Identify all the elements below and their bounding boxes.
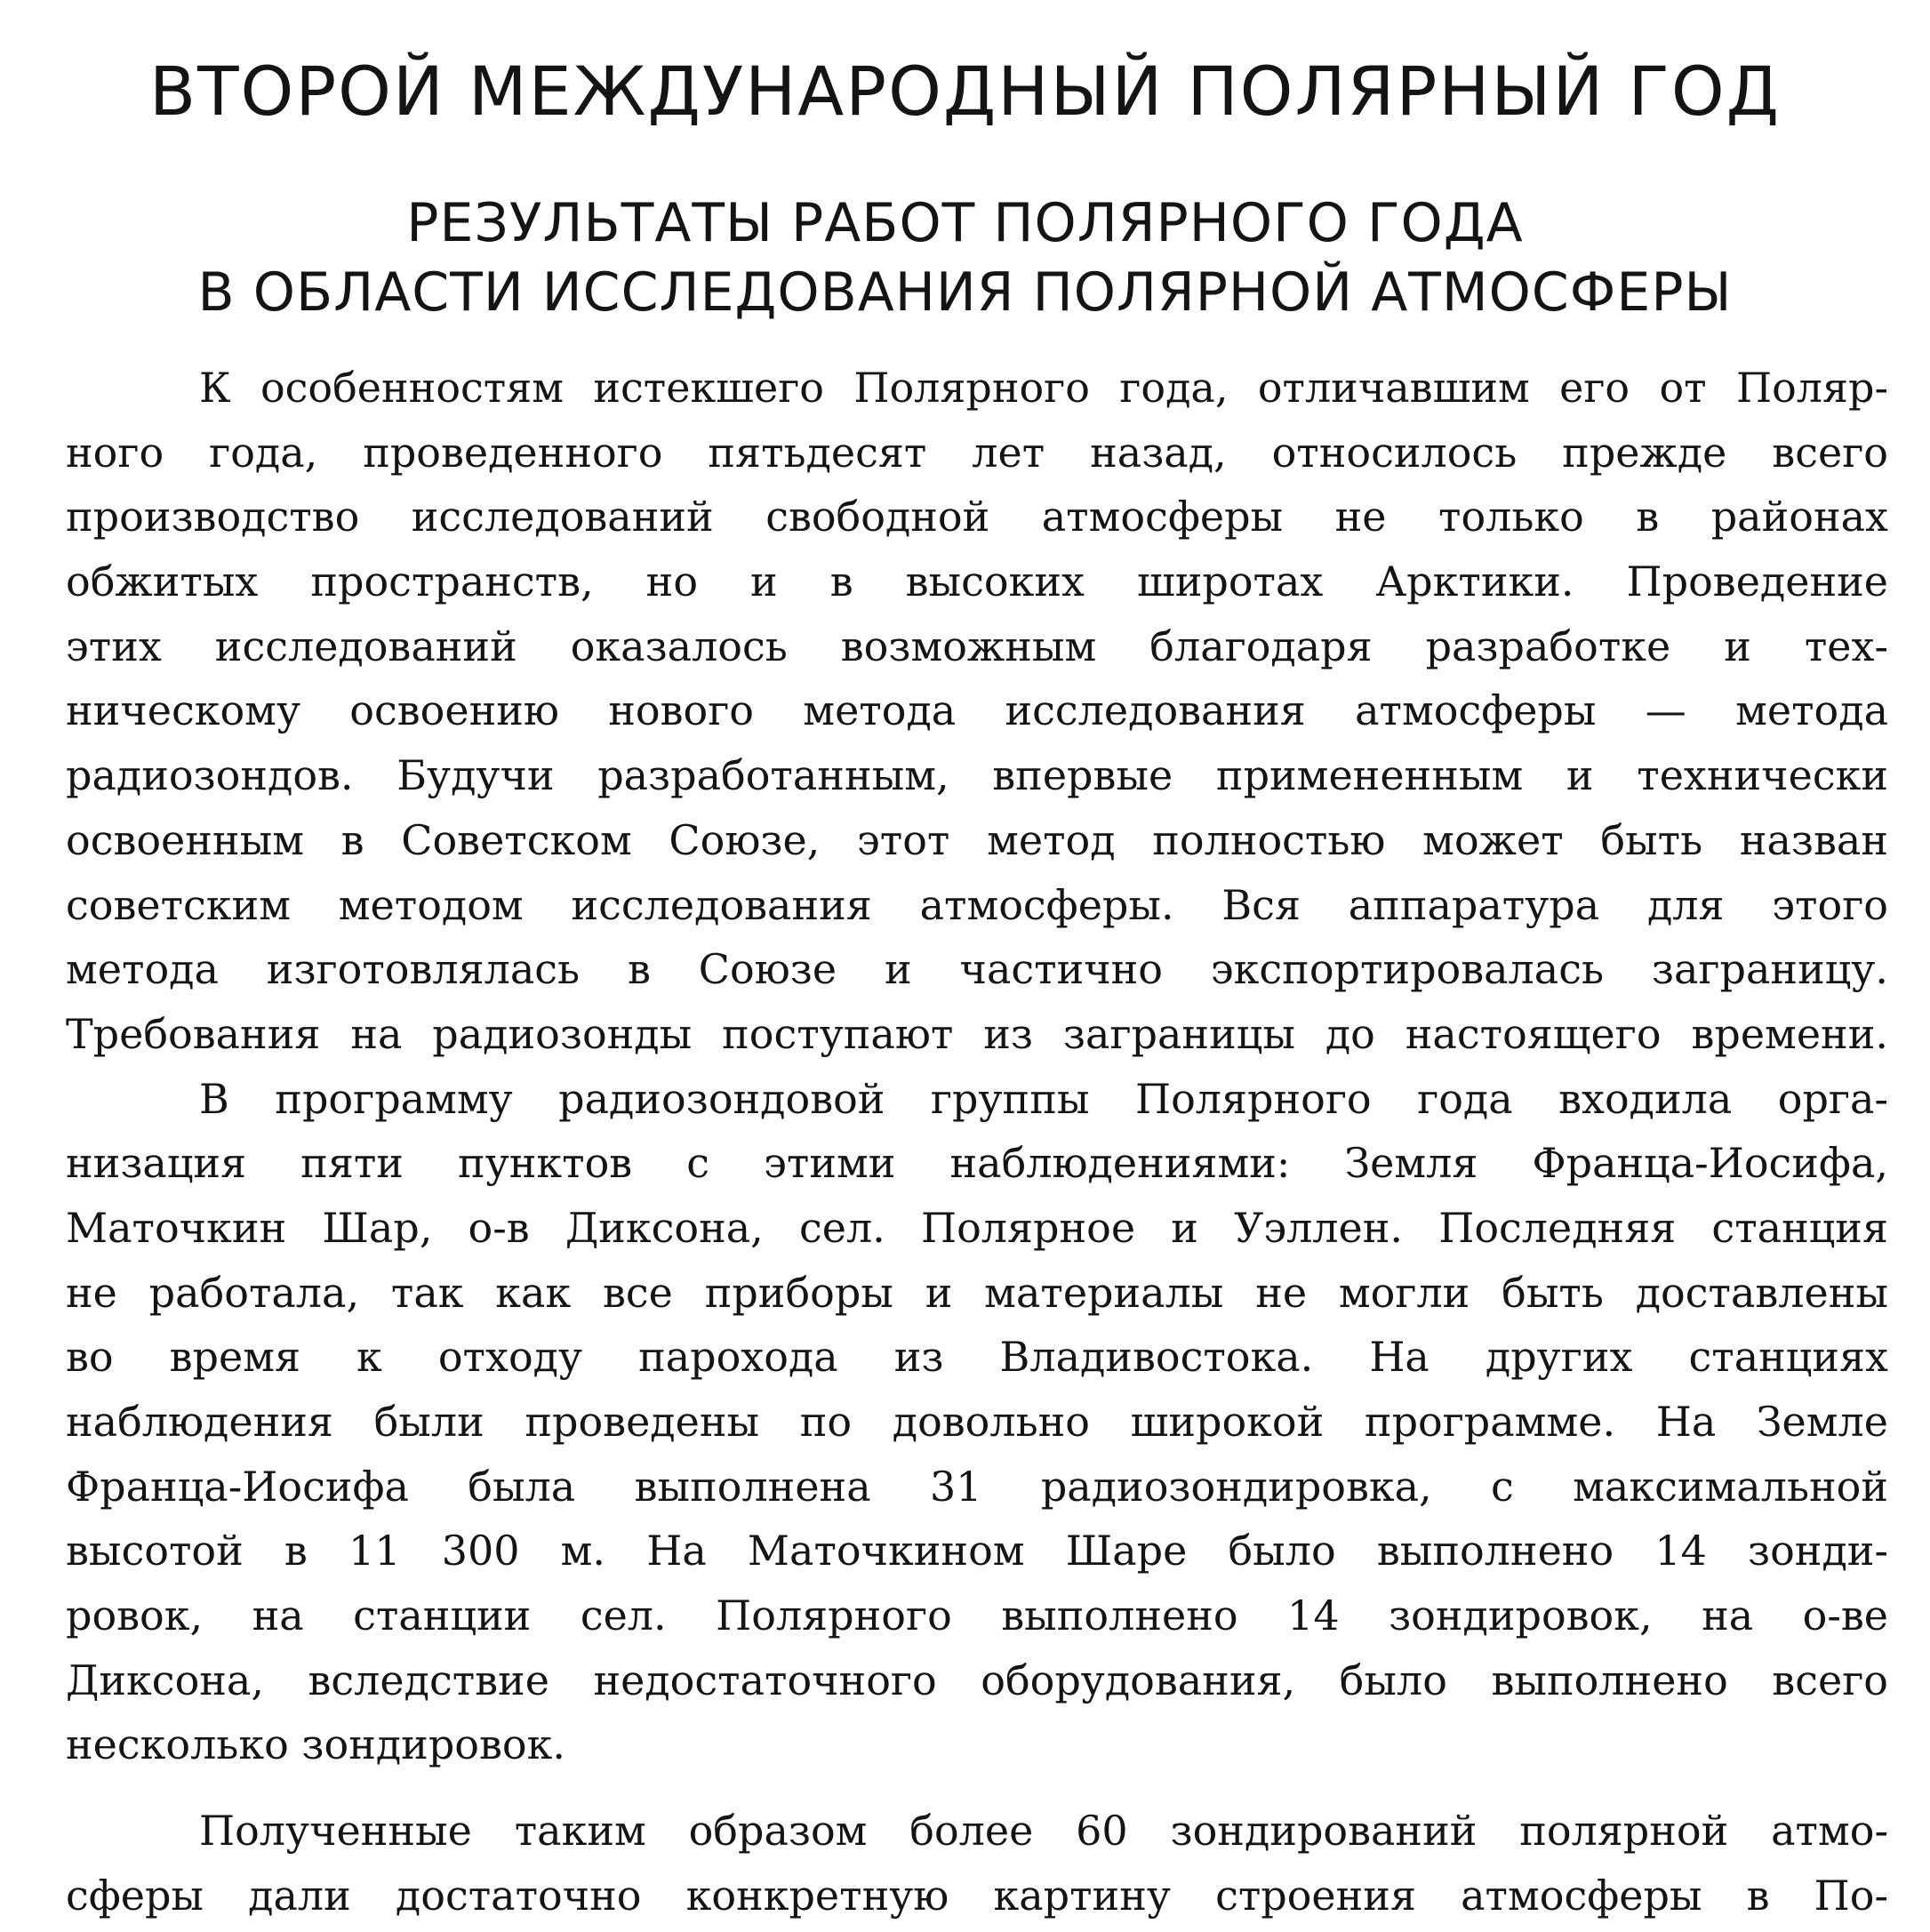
- paragraph-line: метода изготовлялась в Союзе и частично экспортировалась заграницу.: [66, 945, 1888, 994]
- paragraph-line: В программу радиозондовой группы Полярного года входила орга-: [199, 1074, 1888, 1123]
- paragraph-2: [66, 1067, 1888, 1778]
- paragraph-line: сферы дали достаточно конкретную картину строения атмосферы в По-: [66, 1871, 1888, 1920]
- paragraph-line: ровок, на станции сел. Полярного выполнено 14 зондировок, на о-ве: [66, 1591, 1888, 1640]
- paragraph-line: производство исследований свободной атмосферы не только в районах: [66, 493, 1888, 541]
- paragraph-3: [66, 1799, 1888, 1928]
- paragraph-gap: [66, 1777, 1888, 1799]
- paragraph-line: наблюдения были проведены по довольно широкой программе. На Земле: [66, 1398, 1888, 1446]
- paragraph-line: ного года, проведенного пятьдесят лет назад, относилось прежде всего: [66, 428, 1888, 477]
- subtitle-line-1: РЕЗУЛЬТАТЫ РАБОТ ПОЛЯРНОГО ГОДА: [406, 192, 1524, 254]
- document-body: [66, 356, 1888, 1928]
- paragraph-line: Полученные таким образом более 60 зондирований полярной атмо-: [199, 1807, 1888, 1856]
- paragraph-line: во время к отходу парохода из Владивостока. На других станциях: [66, 1333, 1888, 1382]
- document-subtitle: [0, 188, 1930, 327]
- paragraph-line: Франца-Иосифа была выполнена 31 радиозондировка, с максимальной: [66, 1462, 1888, 1511]
- paragraph-line: ническому освоению нового метода исследования атмосферы — метода: [66, 686, 1888, 735]
- paragraph-line: К особенностям истекшего Полярного года, отличавшим его от Поляр-: [199, 364, 1888, 412]
- paragraph-line: Маточкин Шар, о-в Диксона, сел. Полярное и Уэллен. Последняя станция: [66, 1203, 1888, 1252]
- paragraph-line: обжитых пространств, но и в высоких широтах Арктики. Проведение: [66, 557, 1888, 606]
- paragraph-line: освоенным в Советском Союзе, этот метод полностью может быть назван: [66, 815, 1888, 864]
- subtitle-line-2: В ОБЛАСТИ ИССЛЕДОВАНИЯ ПОЛЯРНОЙ АТМОСФЕРЫ: [197, 261, 1733, 324]
- paragraph-line: Диксона, вследствие недостаточного оборудования, было выполнено всего: [66, 1655, 1888, 1704]
- paragraph-line: высотой в 11 300 м. На Маточкином Шаре было выполнено 14 зонди-: [66, 1527, 1888, 1575]
- paragraph-line: радиозондов. Будучи разработанным, впервые примененным и технически: [66, 751, 1888, 800]
- paragraph-line: советским методом исследования атмосферы. Вся аппаратура для этого: [66, 880, 1888, 929]
- paragraph-line: несколько зондировок.: [66, 1720, 565, 1769]
- document-title: ВТОРОЙ МЕЖДУНАРОДНЫЙ ПОЛЯРНЫЙ ГОД: [148, 52, 1782, 131]
- paragraph-line: не работала, так как все приборы и материалы не могли быть доставлены: [66, 1268, 1888, 1317]
- paragraph-line: низация пяти пунктов с этими наблюдениями: Земля Франца-Иосифа,: [66, 1139, 1888, 1188]
- paragraph-line: этих исследований оказалось возможным благодаря разработке и тех-: [66, 621, 1888, 670]
- paragraph-1: [66, 356, 1888, 1067]
- paragraph-line: Требования на радиозонды поступают из заграницы до настоящего времени.: [66, 1009, 1888, 1058]
